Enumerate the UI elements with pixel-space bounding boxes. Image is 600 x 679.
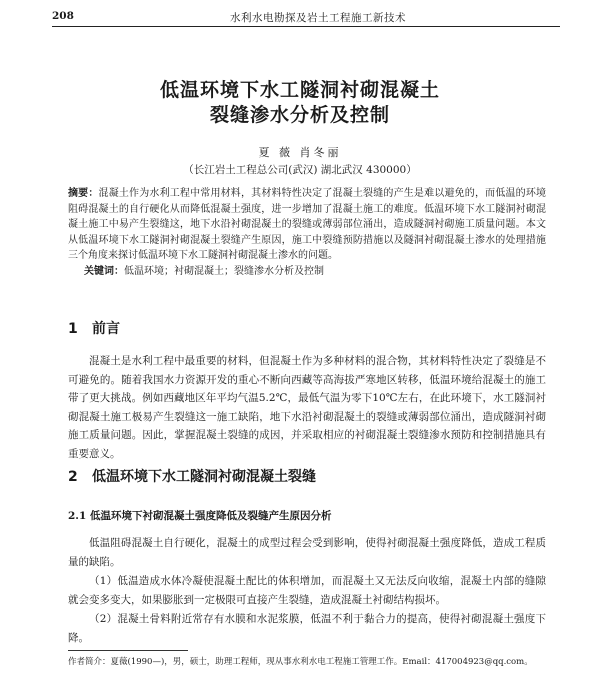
article-title-line-2: 裂缝渗水分析及控制 (209, 104, 390, 126)
keywords-label: 关键词： (84, 266, 124, 277)
section-heading-2 (68, 466, 316, 486)
section-1-paragraph: 混凝土是水利工程中最重要的材料，但混凝土作为多种材料的混合物，其材料特性决定了裂缝是不可避免的。随着我国水力资源开发的重心不断向西藏等高海拔严寒地区转移，低温环境给混凝土的施工带了更大挑战。例如西藏地区年平均气温5.2℃，最低气温为零下10℃左右，在此环境下，水工隧洞衬砌混凝土施工极易产生裂缝这一施工缺陷，地下水沿衬砌混凝土的裂缝或薄弱部位涌出，造成隧洞衬砌施工质量问题。因此，掌握混凝土裂缝的成因，并采取相应的衬砌混凝土裂缝渗水预防和控制措施具有重要意义。 (68, 355, 546, 460)
abstract (68, 186, 546, 264)
affiliation: （长江岩土工程总公司(武汉) 湖北武汉 430000） (183, 164, 417, 176)
subsection-title: 低温环境下衬砌混凝土强度降低及裂缝产生原因分析 (90, 510, 332, 522)
section-heading-1 (68, 318, 120, 338)
keywords-text: 低温环境；衬砌混凝土；裂缝渗水分析及控制 (124, 266, 324, 277)
section-number: 1 (68, 321, 78, 337)
subsection-2-1-paragraph-1: 低温阻碍混凝土自行硬化，混凝土的成型过程会受到影响，使得衬砌混凝土强度降低，造成工程质量的缺陷。 (68, 537, 546, 568)
subsection-2-1-paragraph-3: （2）混凝土骨料附近常存有水膜和水泥浆膜，低温不利于黏合力的提高，使得衬砌混凝土强度下降。 (68, 613, 546, 644)
journal-title: 水利水电勘探及岩土工程施工新技术 (230, 12, 406, 24)
section-title: 低温环境下水工隧洞衬砌混凝土裂缝 (92, 469, 316, 485)
footnote-rule (68, 650, 188, 651)
authors: 夏 薇 肖冬丽 (258, 146, 342, 159)
subsection-number: 2.1 (68, 510, 87, 522)
subsection-2-1-paragraph-2: （1）低温造成水体冷凝使混凝土配比的体积增加，而混凝土又无法反向收缩，混凝土内部的缝隙就会变多变大，如果膨胀到一定极限可直接产生裂缝，造成混凝土衬砌结构损坏。 (68, 575, 546, 606)
section-title: 前言 (92, 321, 120, 337)
keywords (84, 262, 324, 277)
author-footnote: 作者简介：夏薇(1990—)，男，硕士，助理工程师，现从事水利水电工程施工管理工作。Email：417004923@qq.com。 (68, 657, 533, 667)
running-head (52, 6, 560, 27)
subsection-heading-2-1 (68, 508, 332, 523)
section-number: 2 (68, 469, 78, 485)
article-title (0, 78, 600, 128)
abstract-label: 摘要： (68, 188, 99, 199)
abstract-text: 混凝土作为水利工程中常用材料，其材料特性决定了混凝土裂缝的产生是难以避免的，而低温的环境阻碍混凝土的自行硬化从而降低混凝土强度，进一步增加了混凝土施工的难度。低温环境下水工隧洞衬砌混凝土施工中易产生裂缝这，地下水沿衬砌混凝土的裂缝或薄弱部位涌出，造成隧洞衬砌施工质量问题。本文从低温环境下水工隧洞衬砌混凝土裂缝产生原因，施工中裂缝预防措施以及隧洞衬砌混凝土渗水的处理措施三个角度来探讨低温环境下水工隧洞衬砌混凝土渗水的问题。 (68, 188, 547, 261)
page-number: 208 (52, 10, 74, 22)
article-title-line-1: 低温环境下水工隧洞衬砌混凝土 (159, 79, 440, 101)
